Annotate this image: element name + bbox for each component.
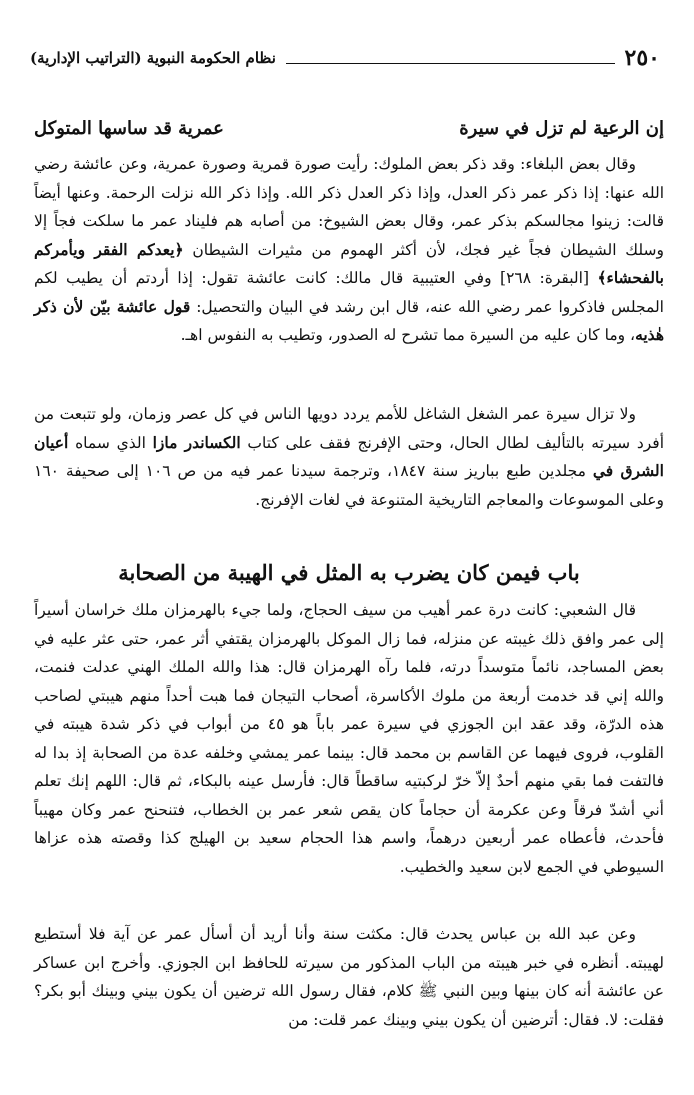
section-paragraph-3 — [34, 596, 664, 881]
section-paragraph-1 — [34, 150, 664, 350]
text-run: ، وما كان عليه من السيرة مما تشرح له الصدور، وتطيب به النفوس اهـ. — [180, 326, 636, 344]
text-run: [البقرة: ٢٦٨] وفي العتيبية قال مالك: كانت عائشة تقول: إذا أردتم أن يطيب لكم المجلس فاذكروا عمر رضي الله عنه، قال ابن رشد في البيان والتحصيل: — [34, 269, 664, 316]
poem-hemistich-right: إن الرعية لم تزل في سيرة — [459, 118, 664, 139]
section-paragraph-4 — [34, 920, 664, 1034]
paragraph — [34, 400, 664, 514]
running-title: نظام الحكومة النبوية (التراتيب الإدارية) — [30, 49, 276, 67]
page-header — [30, 44, 660, 72]
text-run: الذي سماه — [68, 433, 153, 452]
page-number: ٢٥٠ — [624, 45, 660, 71]
paragraph: قال الشعبي: كانت درة عمر أهيب من سيف الحجاج، ولما جيء بالهرمزان ملك خراسان أسيراً إلى عمر وافق ذلك غيبته عن منزله، فما زال الموكل بالهرمزان يقتفي أثر عمر، حتى عثر عليه في بعض المساجد، نائماً متوسداً درته، فلما رآه الهرمزان قال: هذا والله الملك الهني عدلت فنمت، والله إني قد خدمت أربعة من ملوك الأكاسرة، أصحاب التيجان فما هبت أحداً منهم هيبتي لصاحب هذه الدرّة، وقد عقد ابن الجوزي في سيرة عمر باباً هو ٤٥ من أبواب في ذكر شدة هيبته في القلوب، فروى فيهما عن القاسم بن محمد قال: بينما عمر يمشي وخلفه عدة من الصحابة إذ بدا له فالتفت فما بقي منهم أحدٌ إلاّ خرّ لركبتيه ساقطاً قال: فأرسل عينه بالبكاء، ثم قال: اللهم إنك تعلم أني أشدّ فرقاً وعن عكرمة أن حجاماً كان يقص شعر عمر بن الخطاب، فتنحنح عمر وكان مهيباً فأحدث، فأعطاه عمر أربعين درهماً، واسم هذا الحجام سعيد بن الهيلج كذا وقصته هذه عزاها السيوطي في الجمع لابن سعيد والخطيب. — [34, 601, 664, 876]
section-paragraph-2 — [34, 400, 664, 514]
header-rule — [286, 63, 615, 64]
text-run: ولا تزال سيرة عمر الشغل الشاغل للأمم يردد دويها الناس في كل عصر وزمان، ولو تتبعت من أفرد سيرته بالتأليف لطال الحال، وحتى الإفرنج فقف على كتاب — [34, 405, 664, 452]
author-name: الكساندر مازا — [152, 432, 241, 452]
quran-verse: ﴿يعدكم الفقر ويأمركم بالفحشاء﴾ — [34, 239, 664, 287]
bold-quote: قول عائشة بيّن لأن ذكر هٰذيه — [34, 296, 664, 344]
text-run: مجلدين طبع بباريز سنة ١٨٤٧، وترجمة سيدنا عمر فيه من ص ١٠٦ إلى صحيفة ١٦٠ وعلى الموسوعات والمعاجم التاريخية المتنوعة في لغات الإفرنج. — [34, 462, 664, 509]
paragraph: وعن عبد الله بن عباس يحدث قال: مكثت سنة وأنا أريد أن أسأل عمر عن آية فلا أستطيع لهيبته. أنظره في خبر هيبته من الباب المذكور من سيرته للحافظ ابن الجوزي. وأخرج ابن عساكر عن عائشة أنه كان بينها وبين النبي ﷺ كلام، فقال رسول الله ترضين أن يكون بيني وبينك أبو بكر؟ فقلت: لا. فقال: أترضين أن يكون بيني وبينك عمر قلت: من — [34, 925, 664, 1029]
poem-verse — [34, 118, 664, 139]
book-name: أعيان الشرق في — [34, 432, 664, 480]
chapter-title: باب فيمن كان يضرب به المثل في الهيبة من الصحابة — [118, 560, 580, 585]
text-run: وقال بعض البلغاء: وقد ذكر بعض الملوك: رأيت صورة قمرية وصورة عمرية، وعن عائشة رضي الله عنها: إذا ذكر عمر ذكر العدل، وإذا ذكر العدل ذكر الله. وإذا ذكر الله نزلت الرحمة. وعنها أيضاً قالت: زينوا مجالسكم بذكر عمر، وقال بعض الشيوخ: من أصابه هم فليناد عمر ما سلكت فجاً إلا وسلك الشيطان فجاً غير فجك، لأن أكثر الهموم من مثيرات الشيطان — [34, 155, 664, 259]
poem-hemistich-left: عمرية قد ساسها المتوكل — [34, 118, 224, 139]
paragraph — [34, 150, 664, 350]
